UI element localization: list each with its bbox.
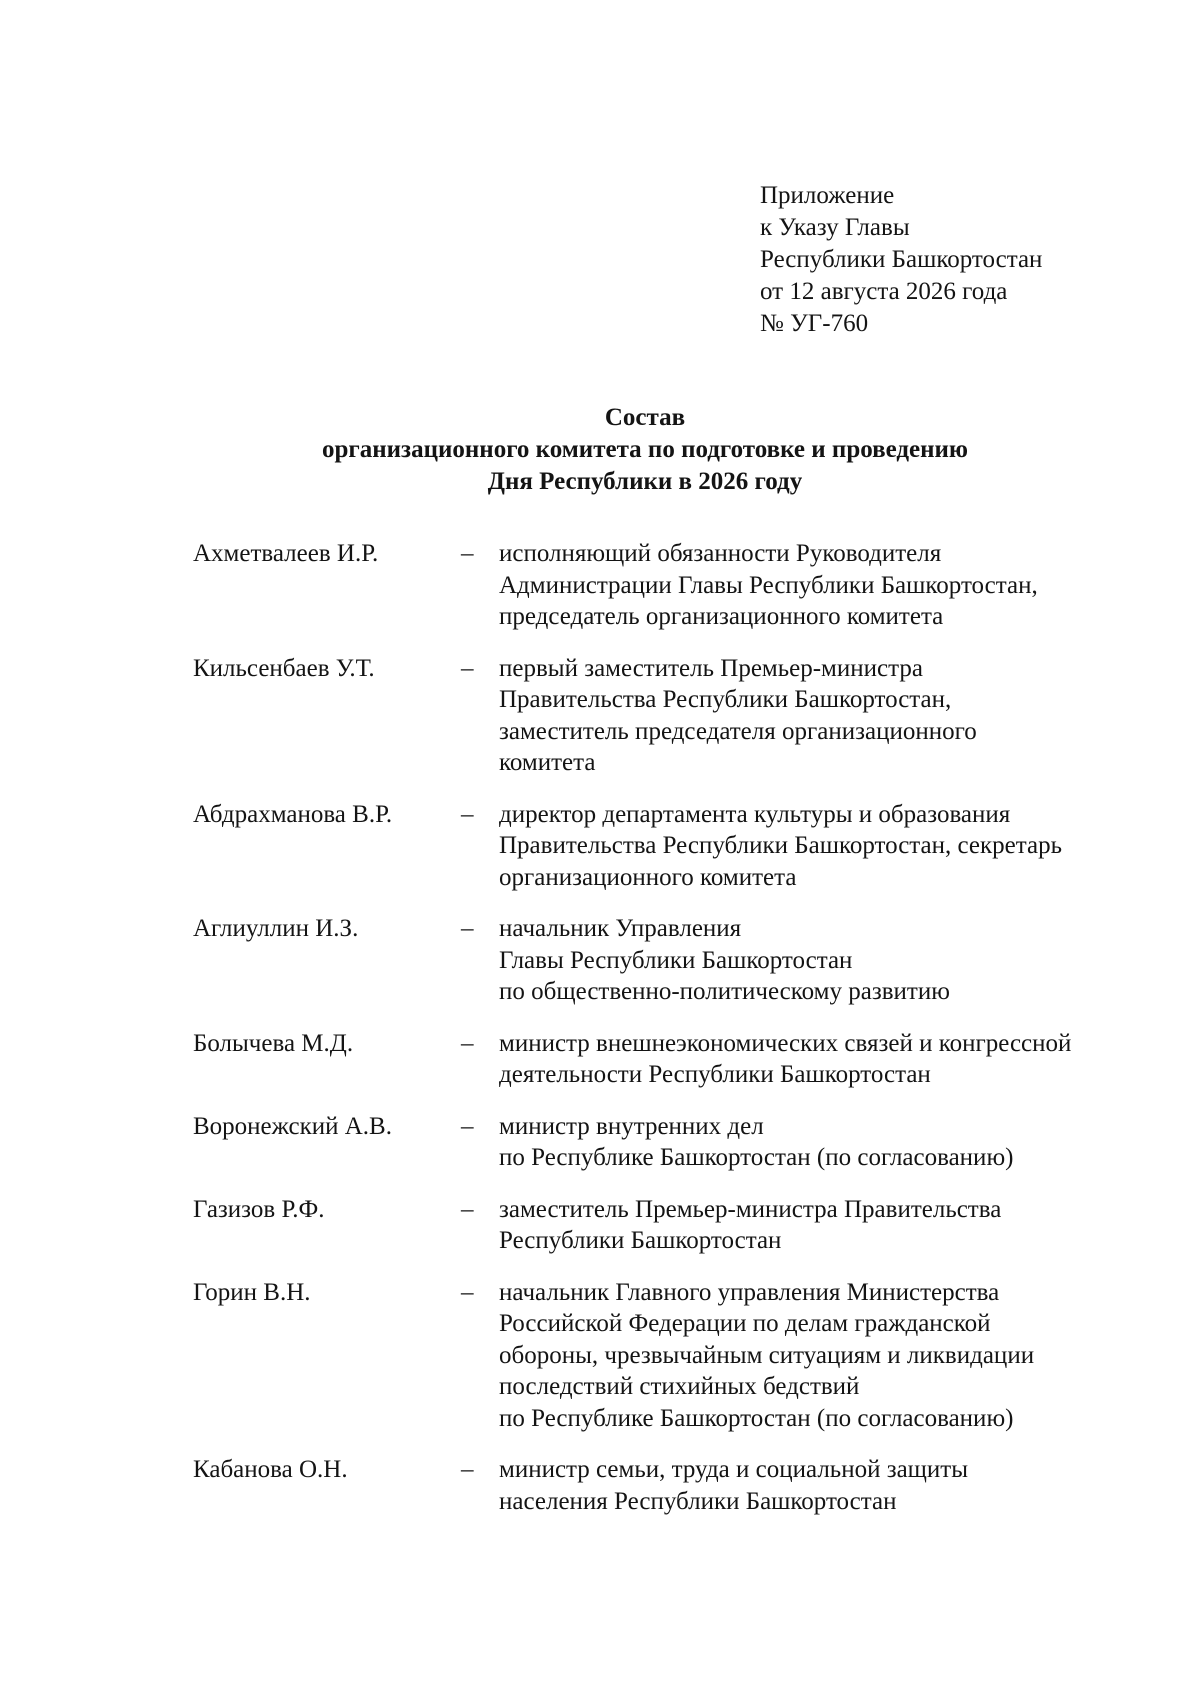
member-name: Горин В.Н. bbox=[193, 1278, 311, 1306]
appendix-line: Приложение bbox=[760, 182, 895, 209]
appendix-line: к Указу Главы bbox=[760, 214, 910, 241]
title-line: организационного комитета по подготовке и проведению bbox=[321, 436, 969, 463]
member-position-line: заместитель председателя организационного bbox=[499, 717, 977, 745]
member-position-line: последствий стихийных бедствий bbox=[499, 1373, 860, 1400]
member-position-line: заместитель Премьер-министра Правительства bbox=[499, 1195, 1002, 1223]
member-entry bbox=[193, 1111, 1153, 1174]
member-position-line: Российской Федерации по делам гражданской bbox=[499, 1310, 991, 1337]
appendix-line: от 12 августа 2026 года bbox=[760, 278, 1008, 305]
member-dash: – bbox=[461, 654, 474, 682]
member-entry bbox=[193, 1277, 1153, 1435]
member-dash: – bbox=[461, 1112, 474, 1140]
member-name: Воронежский А.В. bbox=[193, 1112, 392, 1140]
member-position-line: председатель организационного комитета bbox=[499, 603, 944, 630]
member-position-line: Правительства Республики Башкортостан, секретарь bbox=[499, 832, 1062, 859]
member-name: Аглиуллин И.З. bbox=[193, 915, 359, 942]
member-position bbox=[499, 913, 1153, 1008]
member-position-line: Правительства Республики Башкортостан, bbox=[499, 686, 952, 713]
appendix-header bbox=[760, 180, 1042, 340]
appendix-line: № УГ-760 bbox=[760, 310, 869, 337]
member-position-line: министр внутренних дел bbox=[499, 1112, 764, 1140]
member-name: Кабанова О.Н. bbox=[193, 1456, 348, 1483]
member-position-line: Республики Башкортостан bbox=[499, 1227, 782, 1254]
appendix-line: Республики Башкортостан bbox=[760, 246, 1043, 273]
member-entry bbox=[193, 799, 1153, 894]
member-position-line: деятельности Республики Башкортостан bbox=[499, 1061, 931, 1088]
member-dash: – bbox=[461, 1456, 474, 1483]
member-position-line: первый заместитель Премьер-министра bbox=[499, 654, 923, 682]
member-position-line: по общественно-политическому развитию bbox=[499, 978, 950, 1005]
title-line: Дня Республики в 2026 году bbox=[487, 468, 803, 495]
member-position-line: обороны, чрезвычайным ситуациям и ликвидации bbox=[499, 1341, 1035, 1369]
member-dash: – bbox=[461, 800, 474, 828]
member-position-line: исполняющий обязанности Руководителя bbox=[499, 540, 942, 567]
member-entry bbox=[193, 538, 1153, 633]
member-position-line: начальник Главного управления Министерства bbox=[499, 1278, 1000, 1306]
member-position-line: начальник Управления bbox=[499, 915, 742, 942]
member-name: Газизов Р.Ф. bbox=[193, 1195, 325, 1223]
member-dash: – bbox=[461, 1195, 474, 1223]
member-name: Болычева М.Д. bbox=[193, 1029, 354, 1057]
member-dash: – bbox=[461, 1029, 474, 1057]
member-position bbox=[499, 538, 1153, 633]
member-entry bbox=[193, 913, 1153, 1008]
member-dash: – bbox=[461, 540, 474, 567]
member-position-line: Главы Республики Башкортостан bbox=[499, 946, 853, 974]
member-position-line: по Республике Башкортостан (по согласованию) bbox=[499, 1144, 1014, 1171]
member-position bbox=[499, 799, 1153, 894]
member-name: Ахметвалеев И.Р. bbox=[193, 540, 379, 567]
member-position bbox=[499, 1194, 1153, 1257]
member-name: Абдрахманова В.Р. bbox=[193, 800, 393, 828]
member-position-line: министр внешнеэкономических связей и конгрессной bbox=[499, 1029, 1072, 1057]
member-position bbox=[499, 1111, 1153, 1174]
member-name: Кильсенбаев У.Т. bbox=[193, 654, 375, 682]
member-position bbox=[499, 1028, 1153, 1091]
member-position-line: по Республике Башкортостан (по согласованию) bbox=[499, 1404, 1014, 1432]
title-line: Состав bbox=[604, 404, 686, 431]
member-position-line: Администрации Главы Республики Башкортостан, bbox=[499, 571, 1038, 599]
member-dash: – bbox=[461, 1278, 474, 1306]
member-position bbox=[499, 653, 1153, 779]
member-entry bbox=[193, 1028, 1153, 1091]
member-position-line: населения Республики Башкортостан bbox=[499, 1487, 897, 1515]
member-entry bbox=[193, 1454, 1153, 1517]
member-position-line: комитета bbox=[499, 749, 596, 776]
member-position bbox=[499, 1454, 1153, 1517]
member-position bbox=[499, 1277, 1153, 1435]
member-dash: – bbox=[461, 915, 474, 942]
document-title bbox=[0, 402, 1200, 498]
member-entry bbox=[193, 1194, 1153, 1257]
member-entry bbox=[193, 653, 1153, 779]
member-position-line: министр семьи, труда и социальной защиты bbox=[499, 1456, 969, 1483]
members-list bbox=[193, 538, 1153, 1537]
member-position-line: директор департамента культуры и образования bbox=[499, 800, 1011, 828]
member-position-line: организационного комитета bbox=[499, 863, 797, 891]
